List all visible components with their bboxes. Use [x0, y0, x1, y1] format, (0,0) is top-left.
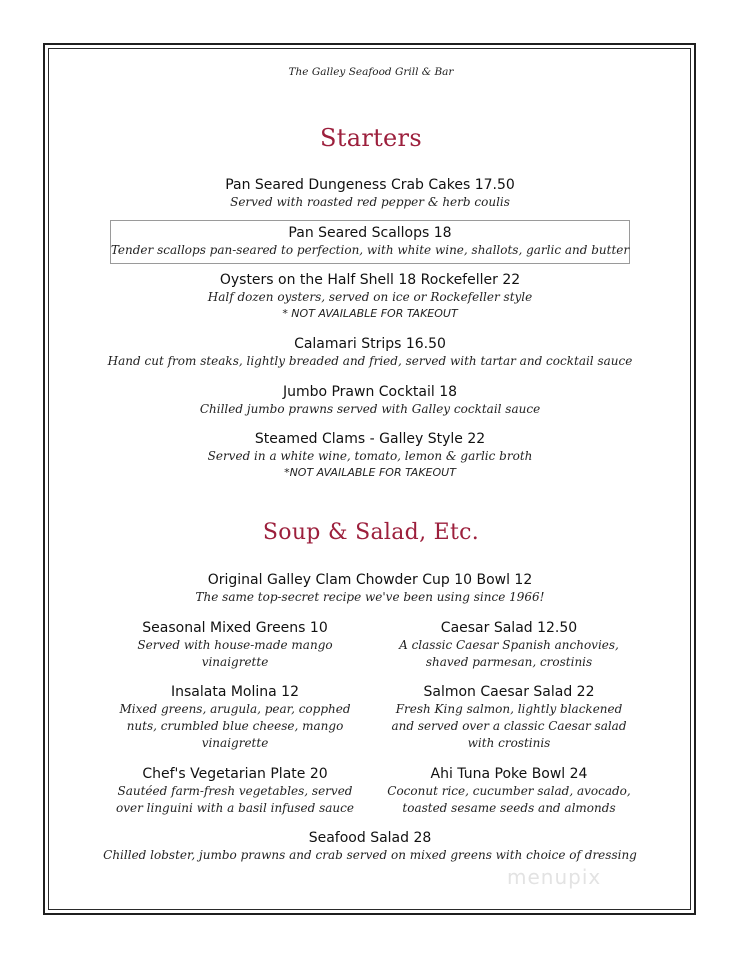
item-description: The same top-secret recipe we've been using since 1966! [195, 590, 545, 604]
item-description: Chilled jumbo prawns served with Galley cocktail sauce [199, 402, 541, 416]
item-description: shaved parmesan, crostinis [425, 655, 593, 669]
section-title-starters: Starters [320, 124, 422, 152]
item-description: Served with roasted red pepper & herb coulis [230, 195, 510, 209]
item-description: A classic Caesar Spanish anchovies, [399, 638, 619, 652]
item-description: with crostinis [467, 736, 551, 750]
item-description: Tender scallops pan-seared to perfection, with white wine, shallots, garlic and butter [110, 243, 630, 257]
item-description: Coconut rice, cucumber salad, avocado, [387, 784, 631, 798]
item-description: over linguini with a basil infused sauce [116, 801, 354, 815]
item-name: Insalata Molina 12 [170, 684, 299, 700]
item-name: Pan Seared Dungeness Crab Cakes 17.50 [225, 177, 515, 193]
item-description: and served over a classic Caesar salad [391, 719, 627, 733]
restaurant-name: The Galley Seafood Grill & Bar [288, 66, 454, 78]
item-name: Pan Seared Scallops 18 [288, 225, 452, 241]
item-description: vinaigrette [201, 736, 269, 750]
item-description: Chilled lobster, jumbo prawns and crab served on mixed greens with choice of dressing [103, 848, 637, 862]
item-description: Served with house-made mango [137, 638, 333, 652]
item-name: Seafood Salad 28 [308, 830, 432, 846]
item-description: Half dozen oysters, served on ice or Rockefeller style [207, 290, 533, 304]
item-description: Mixed greens, arugula, pear, copphed [119, 702, 351, 716]
menu-item-salmon-caesar [364, 683, 654, 752]
menu-item-vegetarian-plate [95, 765, 375, 817]
menu-item-clam-chowder [50, 571, 690, 606]
item-name: Caesar Salad 12.50 [440, 620, 578, 636]
item-description: vinaigrette [201, 655, 269, 669]
menu-item-steamed-clams [50, 430, 690, 480]
watermark-logo: menupix [507, 865, 602, 889]
menu-item-insalata-molina [95, 683, 375, 752]
item-name: Calamari Strips 16.50 [294, 336, 446, 352]
menu-item-scallops [50, 224, 690, 259]
menu-item-crab-cakes [50, 176, 690, 211]
item-name: Chef's Vegetarian Plate 20 [142, 766, 328, 782]
item-name: Jumbo Prawn Cocktail 18 [282, 384, 458, 400]
menu-item-prawn-cocktail [50, 383, 690, 418]
item-name: Steamed Clams - Galley Style 22 [254, 431, 486, 447]
item-name: Seasonal Mixed Greens 10 [142, 620, 328, 636]
menu-item-poke-bowl [364, 765, 654, 817]
menu-item-seafood-salad [50, 829, 690, 864]
menu-item-caesar-salad [364, 619, 654, 671]
item-name: Original Galley Clam Chowder Cup 10 Bowl 12 [207, 572, 533, 588]
menu-item-mixed-greens [95, 619, 375, 671]
menu-item-oysters [50, 271, 690, 321]
item-description: Served in a white wine, tomato, lemon & garlic broth [207, 449, 533, 463]
item-description: Sautéed farm-fresh vegetables, served [117, 784, 353, 798]
item-description: Hand cut from steaks, lightly breaded and fried, served with tartar and cocktail sauce [107, 354, 633, 368]
menu-item-calamari [50, 335, 690, 370]
item-name: Salmon Caesar Salad 22 [423, 684, 595, 700]
item-description: toasted sesame seeds and almonds [402, 801, 616, 815]
item-note: * NOT AVAILABLE FOR TAKEOUT [282, 307, 458, 320]
item-description: nuts, crumbled blue cheese, mango [126, 719, 344, 733]
item-name: Ahi Tuna Poke Bowl 24 [430, 766, 588, 782]
section-title-soup-salad: Soup & Salad, Etc. [262, 520, 480, 545]
item-note: *NOT AVAILABLE FOR TAKEOUT [284, 466, 456, 479]
item-name: Oysters on the Half Shell 18 Rockefeller 22 [219, 272, 521, 288]
item-description: Fresh King salmon, lightly blackened [395, 702, 623, 716]
